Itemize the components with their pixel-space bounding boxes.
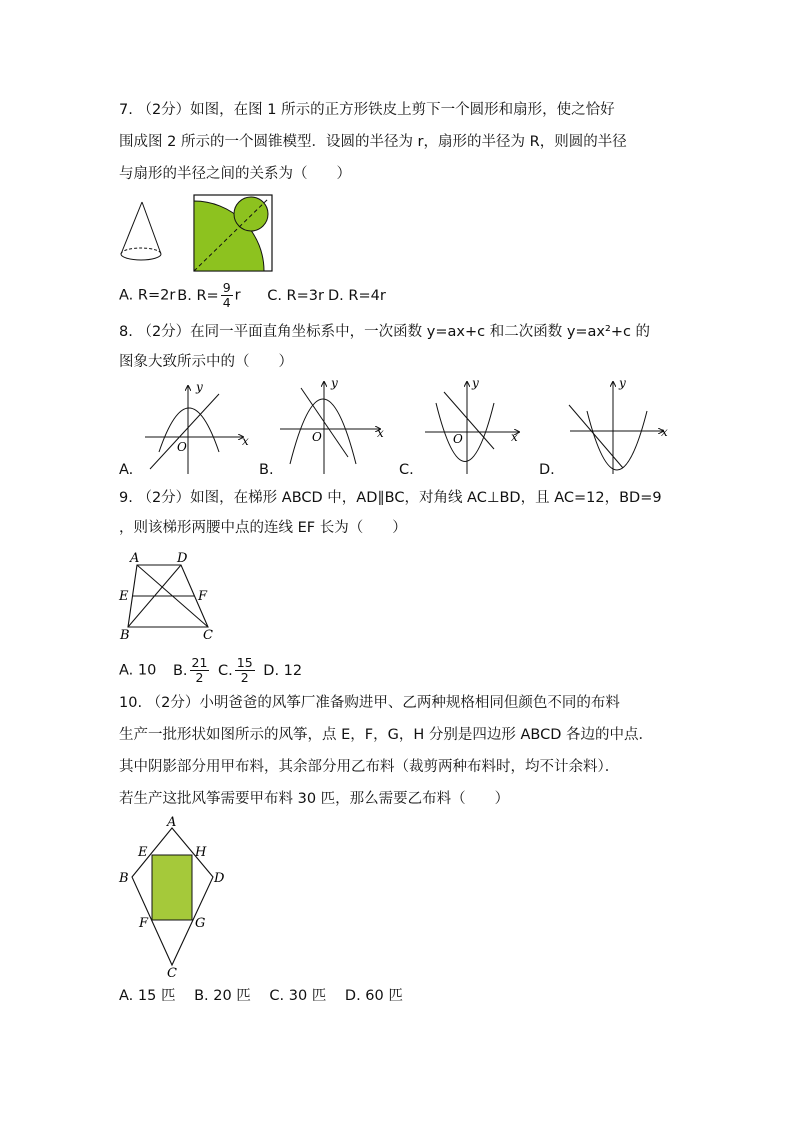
q10-point-c: C [167,966,177,981]
q9-option-c-fraction [235,656,255,685]
q9-option-a[interactable]: A. 10 [119,662,157,679]
q8-label-b[interactable]: B. [259,462,274,478]
graph-a-y-label: y [196,380,203,394]
q7-option-a[interactable]: A. R=2r [119,287,176,304]
q9-point-c: C [203,628,213,642]
q10-text-line2: 生产一批形状如图所示的风筝，点 E，F，G，H 分别是四边形 ABCD 各边的中点． [119,727,653,743]
q9-point-a: A [130,551,140,566]
q10-point-d: D [214,871,225,886]
q10-options [119,986,403,1006]
q9-option-b-fraction [190,656,210,685]
q10-option-c[interactable]: C. 30 匹 [269,988,327,1004]
q10-text-line3: 其中阴影部分用甲布料，其余部分用乙布料（裁剪两种布料时，均不计余料）． [119,759,620,775]
graph-a-x-label: x [242,434,249,448]
graph-a-origin: O [177,440,187,454]
q9-option-c-prefix[interactable]: C. [218,662,233,679]
graph-d[interactable] [569,378,668,474]
q7-option-b-numerator: 9 [222,280,231,295]
q9-text-line2: ，则该梯形两腰中点的连线 EF 长为（ ） [119,520,407,536]
q9-text-line1: 9. （2分）如图，在梯形 ABCD 中，AD∥BC，对角线 AC⊥BD，且 AC=12，BD=9 [119,490,662,506]
graph-b-y-label: y [331,378,338,390]
q8-text-line1: 8. （2分）在同一平面直角坐标系中，一次函数 y=ax+c 和二次函数 y=ax²+c 的 [119,324,651,340]
q7-text-line3: 与扇形的半径之间的关系为（ ） [119,166,351,182]
graph-d-x-label: x [661,425,668,439]
q8-label-d[interactable]: D. [539,462,555,478]
q10-text-line1: 10. （2分）小明爸爸的风筝厂准备购进甲、乙两种规格相同但颜色不同的布料 [119,695,620,711]
graph-c[interactable] [425,378,519,474]
q10-kite-figure [115,814,235,984]
q7-option-b-denominator: 4 [222,295,231,310]
q9-option-d[interactable]: D. 12 [263,662,303,679]
q10-point-b: B [119,871,129,886]
q10-point-f: F [139,916,149,931]
q10-point-h: H [195,845,207,860]
q9-option-b-denominator: 2 [195,670,204,685]
q10-point-e: E [138,845,148,860]
q9-option-c-denominator: 2 [240,670,249,685]
graph-b[interactable] [280,378,384,474]
q10-point-g: G [195,916,206,931]
graph-c-x-label: x [511,430,518,444]
q9-point-f: F [198,589,208,604]
q7-option-b-prefix[interactable]: B. R= [177,287,219,304]
q10-point-a: A [167,815,177,830]
square-sheet-figure [194,195,272,271]
q8-graphs [115,378,675,478]
q10-text-line4: 若生产这批风筝需要甲布料 30 匹，那么需要乙布料（ ） [119,791,510,807]
q7-option-c[interactable]: C. R=3r [267,287,324,304]
cone-figure [121,202,161,260]
graph-c-y-label: y [472,378,479,390]
q7-option-b-suffix: r [234,287,241,304]
q7-text-line2: 围成图 2 所示的一个圆锥模型．设圆的半径为 r，扇形的半径为 R，则圆的半径 [119,134,627,150]
q7-option-b-fraction [221,281,233,310]
q10-option-a[interactable]: A. 15 匹 [119,988,176,1004]
graph-b-x-label: x [377,426,384,440]
q8-label-c[interactable]: C. [399,462,414,478]
q8-label-a[interactable]: A. [119,462,134,478]
graph-a[interactable] [145,380,249,474]
q8-text-line2: 图象大致所示中的（ ） [119,354,293,370]
q9-option-b-numerator: 21 [191,655,208,670]
graph-c-origin: O [453,432,463,446]
q9-point-e: E [119,589,129,604]
q7-figure [117,194,277,278]
q9-option-c-numerator: 15 [236,655,253,670]
q10-option-b[interactable]: B. 20 匹 [194,988,251,1004]
graph-d-y-label: y [619,378,626,390]
q9-option-b-prefix[interactable]: B. [172,662,188,679]
q9-point-b: B [120,628,130,642]
q7-option-d[interactable]: D. R=4r [327,287,386,304]
q7-options [119,281,386,310]
q10-option-d[interactable]: D. 60 匹 [344,988,403,1004]
q7-text-line1: 7. （2分）如图，在图 1 所示的正方形铁皮上剪下一个圆形和扇形，使之恰好 [119,102,615,118]
q9-options [119,656,302,685]
graph-b-origin: O [312,430,322,444]
q9-point-d: D [177,551,188,566]
q9-trapezoid-figure [115,548,225,642]
